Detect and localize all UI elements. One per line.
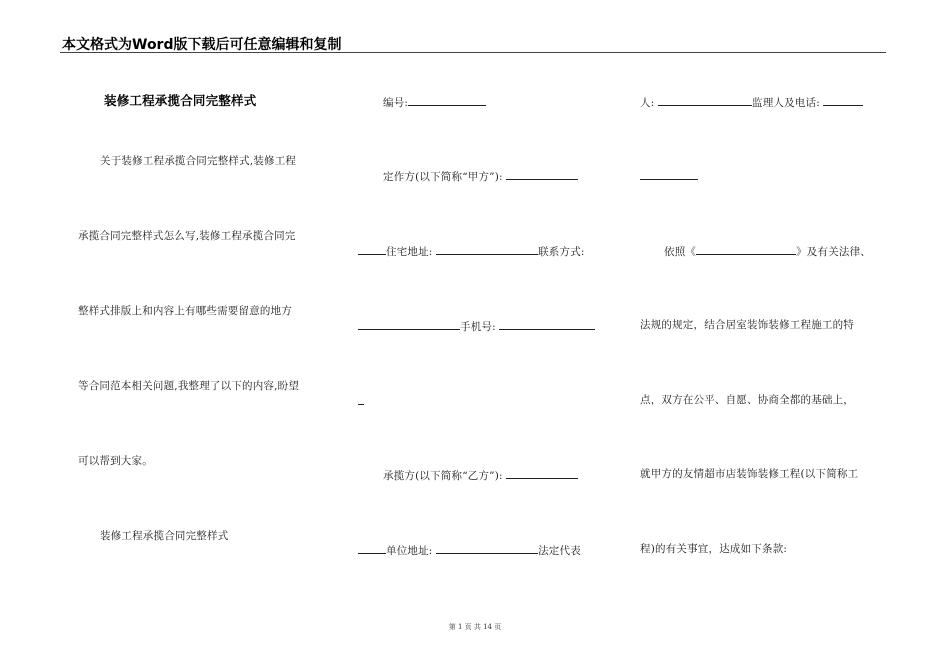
home-address-row — [358, 243, 585, 259]
party-b-label: 承揽方(以下简称“乙方”): — [383, 470, 503, 482]
party-a-label: 定作方(以下简称“甲方”): — [383, 171, 503, 183]
body-line-4: 就甲方的友情超市店装饰装修工程(以下简称工 — [640, 468, 859, 480]
basis-row — [664, 243, 871, 259]
intro-line-4: 等合同范本相关问题,我整理了以下的内容,盼望 — [78, 380, 300, 392]
home-address-label: 住宅地址: — [386, 246, 433, 258]
basis-suffix: 》及有关法律、 — [796, 246, 872, 258]
mobile-label: 手机号: — [460, 321, 496, 333]
intro-line-3: 整样式排版上和内容上有哪些需要留意的地方 — [78, 305, 292, 317]
section-subtitle: 装修工程承揽合同完整样式 — [100, 530, 229, 542]
supervisor-continuation-blank — [640, 168, 698, 180]
body-line-2: 法规的规定，结合居室装饰装修工程施工的特 — [640, 319, 854, 331]
supervisor-blank — [823, 94, 863, 106]
continuation-blank — [358, 393, 364, 405]
basis-blank — [696, 243, 796, 255]
unit-address-lead-blank — [358, 542, 386, 554]
contract-number-row — [383, 94, 486, 110]
contract-number-blank — [408, 94, 486, 106]
party-b-blank — [506, 467, 578, 479]
header-divider — [60, 52, 886, 53]
intro-line-2: 承揽合同完整样式怎么写,装修工程承揽合同完 — [78, 230, 296, 242]
unit-address-blank — [436, 542, 538, 554]
unit-address-row — [358, 542, 581, 558]
body-line-3: 点，双方在公平、自愿、协商全都的基础上， — [640, 394, 854, 406]
document-title: 装修工程承揽合同完整样式 — [104, 93, 257, 108]
party-b-row — [383, 467, 578, 483]
body-line-5: 程)的有关事宜，达成如下条款: — [640, 543, 788, 555]
home-address-blank — [436, 243, 538, 255]
continuation-row — [358, 393, 364, 409]
home-address-lead-blank — [358, 243, 386, 255]
mobile-row — [358, 318, 595, 334]
basis-prefix: 依照《 — [664, 246, 697, 258]
person-label: 人: — [640, 97, 655, 109]
mobile-lead-blank — [358, 318, 460, 330]
supervisor-continuation-row — [640, 168, 698, 184]
intro-line-1: 关于装修工程承揽合同完整样式,装修工程 — [100, 155, 297, 167]
mobile-blank — [499, 318, 595, 330]
intro-line-5: 可以帮到大家。 — [78, 455, 153, 467]
contract-number-label: 编号: — [383, 97, 409, 109]
party-a-row — [383, 168, 578, 184]
legal-rep-label: 法定代表 — [538, 545, 581, 557]
party-a-blank — [506, 168, 578, 180]
document-header: 本文格式为Word版下载后可任意编辑和复制 — [62, 37, 342, 53]
contact-label: 联系方式: — [538, 246, 585, 258]
person-blank — [658, 94, 752, 106]
unit-address-label: 单位地址: — [386, 545, 433, 557]
person-row — [640, 94, 863, 110]
page-number: 第 1 页 共 14 页 — [448, 623, 502, 631]
supervisor-label: 监理人及电话: — [752, 97, 820, 109]
